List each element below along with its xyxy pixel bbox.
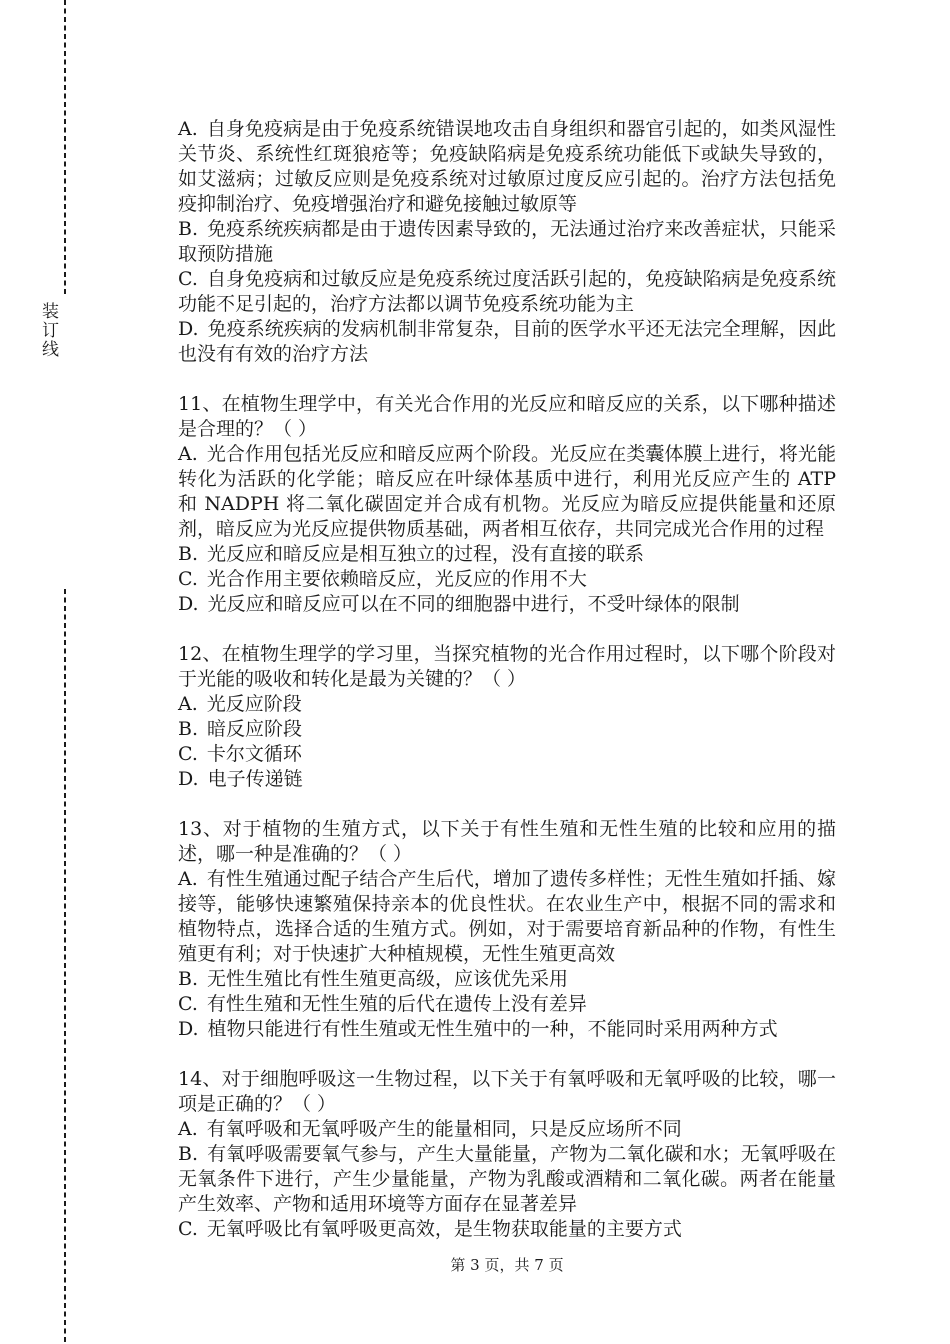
page-footer: 第 3 页，共 7 页 bbox=[450, 1256, 564, 1274]
option-label: D. bbox=[178, 1018, 199, 1040]
question-10-options bbox=[178, 117, 836, 367]
option-text: 植物只能进行有性生殖或无性生殖中的一种，不能同时采用两种方式 bbox=[207, 1018, 778, 1040]
question-14-stem: 14、对于细胞呼吸这一生物过程，以下关于有氧呼吸和无氧呼吸的比较，哪一项是正确的？（ ） bbox=[178, 1068, 836, 1115]
option-text: 免疫系统疾病的发病机制非常复杂，目前的医学水平还无法完全理解，因此也没有有效的治疗方法 bbox=[178, 318, 836, 365]
option-label: C. bbox=[178, 993, 198, 1015]
question-12-option-b bbox=[178, 717, 836, 742]
question-10-option-b bbox=[178, 217, 836, 267]
question-11-option-c bbox=[178, 567, 836, 592]
exam-content bbox=[178, 117, 836, 1242]
question-14-option-b bbox=[178, 1142, 836, 1217]
option-text: 有性生殖和无性生殖的后代在遗传上没有差异 bbox=[206, 993, 587, 1015]
option-label: B. bbox=[178, 1143, 199, 1165]
binding-line-bottom bbox=[64, 589, 66, 1344]
question-13-stem: 13、对于植物的生殖方式，以下关于有性生殖和无性生殖的比较和应用的描述，哪一种是准确的？（ ） bbox=[178, 818, 836, 865]
option-text: 无性生殖比有性生殖更高级，应该优先采用 bbox=[207, 968, 569, 990]
option-label: B. bbox=[178, 218, 199, 240]
option-label: B. bbox=[178, 968, 199, 990]
option-label: C. bbox=[178, 568, 198, 590]
question-12 bbox=[178, 642, 836, 792]
option-label: C. bbox=[178, 1218, 198, 1240]
binding-line-top bbox=[64, 0, 66, 295]
option-text: 光合作用包括光反应和暗反应两个阶段。光反应在类囊体膜上进行，将光能转化为活跃的化学能；暗反应在叶绿体基质中进行，利用光反应产生的 ATP 和 NADPH 将二氧化碳固定并合成有机物。光反应为暗反应提供能量和还原剂，暗反应为光反应提供物质基础，两者相互依存，共同完成光合作用的过程 bbox=[178, 443, 836, 540]
option-label: A. bbox=[178, 1118, 198, 1140]
question-14-option-a bbox=[178, 1117, 836, 1142]
option-text: 有氧呼吸需要氧气参与，产生大量能量，产物为二氧化碳和水；无氧呼吸在无氧条件下进行，产生少量能量，产物为乳酸或酒精和二氧化碳。两者在能量产生效率、产物和适用环境等方面存在显著差异 bbox=[178, 1143, 836, 1215]
option-text: 光反应阶段 bbox=[206, 693, 302, 715]
option-text: 卡尔文循环 bbox=[206, 743, 302, 765]
question-11-option-b bbox=[178, 542, 836, 567]
question-11-option-a bbox=[178, 442, 836, 542]
option-label: A. bbox=[178, 868, 198, 890]
question-12-stem: 12、在植物生理学的学习里，当探究植物的光合作用过程时，以下哪个阶段对于光能的吸收和转化是最为关键的？（ ） bbox=[178, 643, 836, 690]
question-13-option-b bbox=[178, 967, 836, 992]
option-label: B. bbox=[178, 718, 199, 740]
option-label: C. bbox=[178, 268, 198, 290]
question-11-option-d bbox=[178, 592, 836, 617]
question-10-option-a bbox=[178, 117, 836, 217]
question-13-option-d bbox=[178, 1017, 836, 1042]
option-text: 暗反应阶段 bbox=[207, 718, 303, 740]
option-text: 自身免疫病和过敏反应是免疫系统过度活跃引起的，免疫缺陷病是免疫系统功能不足引起的，治疗方法都以调节免疫系统功能为主 bbox=[178, 268, 836, 315]
question-11-stem: 11、在植物生理学中，有关光合作用的光反应和暗反应的关系，以下哪种描述是合理的？（ ） bbox=[178, 393, 836, 440]
option-text: 免疫系统疾病都是由于遗传因素导致的，无法通过治疗来改善症状，只能采取预防措施 bbox=[178, 218, 836, 265]
question-14 bbox=[178, 1067, 836, 1242]
question-13-option-a bbox=[178, 867, 836, 967]
option-text: 光合作用主要依赖暗反应，光反应的作用不大 bbox=[206, 568, 587, 590]
option-label: A. bbox=[178, 443, 198, 465]
option-label: B. bbox=[178, 543, 199, 565]
question-13-option-c bbox=[178, 992, 836, 1017]
option-text: 无氧呼吸比有氧呼吸更高效，是生物获取能量的主要方式 bbox=[206, 1218, 682, 1240]
option-label: A. bbox=[178, 693, 198, 715]
question-12-option-c bbox=[178, 742, 836, 767]
option-text: 光反应和暗反应是相互独立的过程，没有直接的联系 bbox=[207, 543, 645, 565]
option-label: A. bbox=[178, 118, 198, 140]
option-text: 电子传递链 bbox=[207, 768, 303, 790]
option-label: D. bbox=[178, 768, 199, 790]
option-text: 有氧呼吸和无氧呼吸产生的能量相同，只是反应场所不同 bbox=[206, 1118, 682, 1140]
question-12-option-a bbox=[178, 692, 836, 717]
option-label: D. bbox=[178, 318, 199, 340]
question-11 bbox=[178, 392, 836, 617]
question-14-option-c bbox=[178, 1217, 836, 1242]
question-12-option-d bbox=[178, 767, 836, 792]
option-text: 自身免疫病是由于免疫系统错误地攻击自身组织和器官引起的，如类风湿性关节炎、系统性红斑狼疮等；免疫缺陷病是免疫系统功能低下或缺失导致的，如艾滋病；过敏反应则是免疫系统对过敏原过度反应引起的。治疗方法包括免疫抑制治疗、免疫增强治疗和避免接触过敏原等 bbox=[178, 118, 836, 215]
option-text: 光反应和暗反应可以在不同的细胞器中进行，不受叶绿体的限制 bbox=[207, 593, 740, 615]
question-13 bbox=[178, 817, 836, 1042]
option-label: C. bbox=[178, 743, 198, 765]
binding-line-label: 装订线 bbox=[38, 302, 58, 359]
option-label: D. bbox=[178, 593, 199, 615]
option-text: 有性生殖通过配子结合产生后代，增加了遗传多样性；无性生殖如扦插、嫁接等，能够快速繁殖保持亲本的优良性状。在农业生产中，根据不同的需求和植物特点，选择合适的生殖方式。例如，对于需要培育新品种的作物，有性生殖更有利；对于快速扩大种植规模，无性生殖更高效 bbox=[178, 868, 836, 965]
question-10-option-d bbox=[178, 317, 836, 367]
question-10-option-c bbox=[178, 267, 836, 317]
